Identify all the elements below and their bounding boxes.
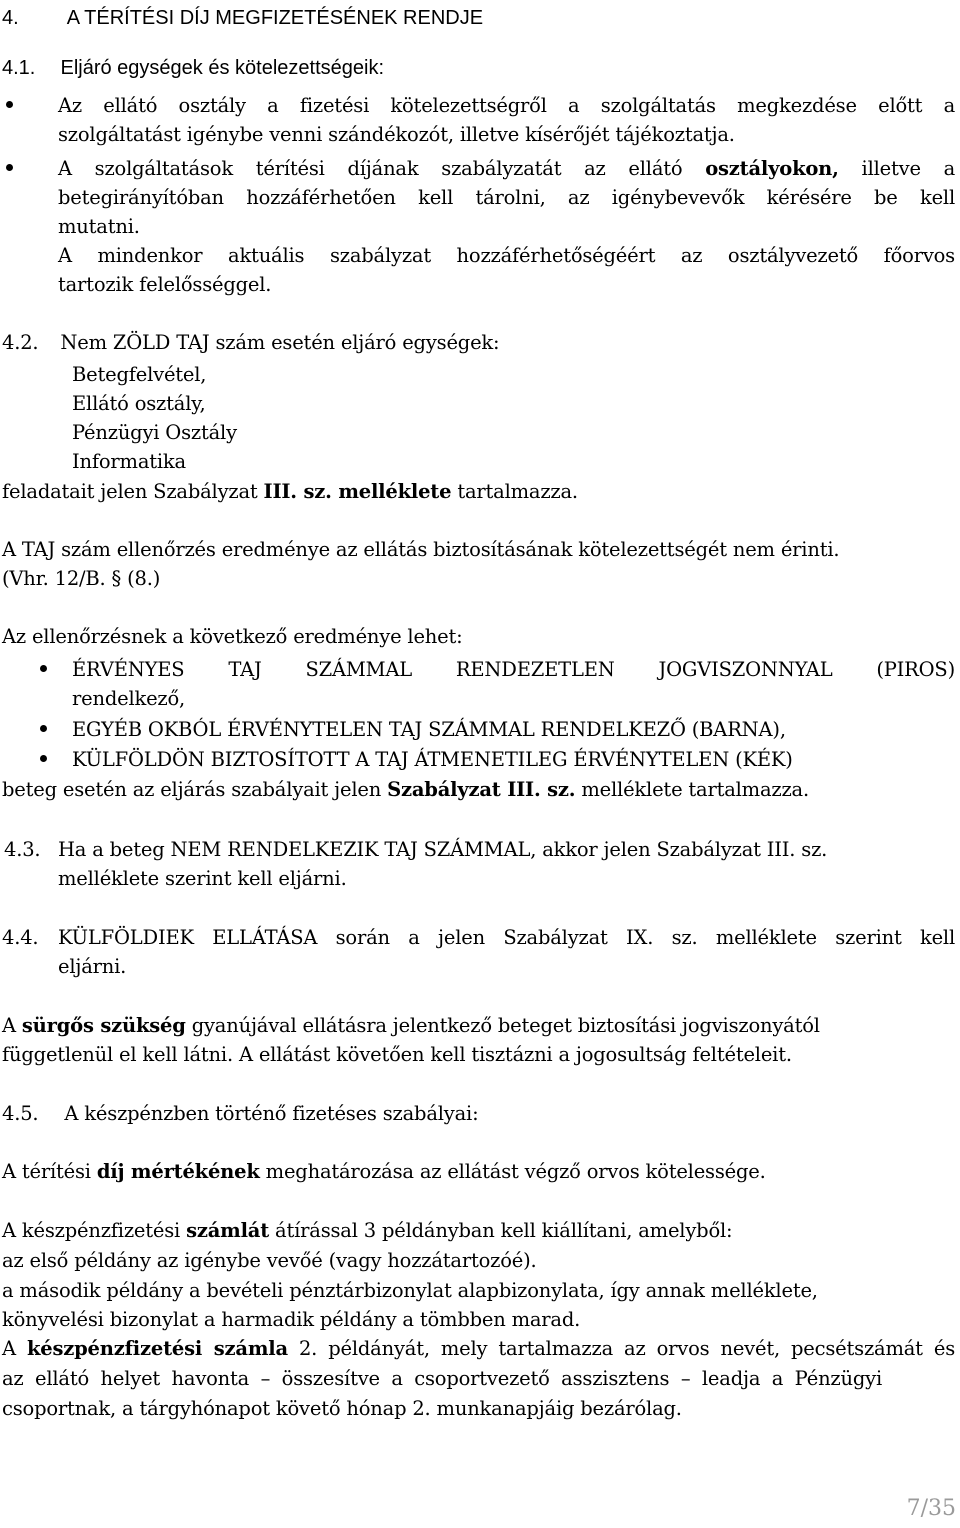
- subsection-4-3-line-2: melléklete szerint kell eljárni.: [58, 867, 347, 890]
- result-intro: Az ellenőrzésnek a következő eredménye lehet:: [2, 625, 463, 648]
- text-span: beteg esetén az eljárás szabályait jelen: [2, 778, 382, 801]
- invoice-line-1: [2, 1216, 732, 1245]
- subsection-number: 4.5.: [2, 1102, 39, 1125]
- bullet-dot: [6, 101, 13, 108]
- unit-item: Informatika: [72, 450, 186, 473]
- bold-text: osztályokon,: [705, 157, 839, 180]
- text-span: A: [2, 1337, 16, 1360]
- bullet-dot: [6, 164, 13, 171]
- taj-line-2: (Vhr. 12/B. § (8.): [2, 567, 161, 590]
- taj-line-1: A TAJ szám ellenőrzés eredménye az ellátás biztosításának kötelezettségét nem érinti.: [2, 538, 840, 561]
- invoice-line-4: könyvelési bizonylat a harmadik példány a tömbben marad.: [2, 1308, 581, 1331]
- invoice-line-2: az első példány az igénybe vevőé (vagy hozzátartozóé).: [2, 1249, 537, 1272]
- subsection-4-1-heading: [2, 54, 384, 83]
- result-item-3: KÜLFÖLDÖN BIZTOSÍTOTT A TAJ ÁTMENETILEG ÉRVÉNYTELEN (KÉK): [72, 748, 793, 771]
- text-span: átírással 3 példányban kell kiállítani, amelyből:: [275, 1219, 733, 1242]
- subsection-4-4-line-1: KÜLFÖLDIEK ELLÁTÁSA során a jelen Szabályzat IX. sz. melléklete szerint kell: [58, 926, 955, 949]
- text-span: A térítési: [2, 1160, 91, 1183]
- subsection-4-2-heading: [2, 328, 499, 357]
- heading-title: A TÉRÍTÉSI DÍJ MEGFIZETÉSÉNEK RENDJE: [66, 7, 484, 29]
- bullet-2-line-2: betegirányítóban hozzáférhetően kell tárolni, az igénybevevők kérésére be kell: [58, 186, 955, 209]
- subsection-4-3-line-1: Ha a beteg NEM RENDELKEZIK TAJ SZÁMMAL, akkor jelen Szabályzat III. sz.: [58, 838, 828, 861]
- heading-number: 4.: [2, 7, 19, 29]
- bold-text: számlát: [186, 1219, 270, 1242]
- subsection-number: 4.1.: [2, 57, 36, 79]
- text-span: melléklete tartalmazza.: [581, 778, 809, 801]
- text-span: feladatait jelen Szabályzat: [2, 480, 258, 503]
- subsection-4-4-line-2: eljárni.: [58, 955, 127, 978]
- text-span: illetve a: [861, 157, 956, 180]
- tasks-line: [2, 477, 578, 506]
- bullet-1-line-1: Az ellátó osztály a fizetési kötelezettségről a szolgáltatás megkezdése előtt a: [58, 94, 955, 117]
- subsection-4-4-number: 4.4.: [2, 926, 39, 949]
- bullet-2-line-3: mutatni.: [58, 215, 140, 238]
- bullet-dot: [40, 755, 47, 762]
- bullet-dot: [40, 725, 47, 732]
- bold-text: készpénzfizetési számla: [26, 1337, 288, 1360]
- text-span: A szolgáltatások térítési díjának szabályzatát az ellátó: [58, 157, 683, 180]
- invoice-line-5: [2, 1334, 955, 1363]
- text-span: A: [2, 1014, 16, 1037]
- result-item-2: EGYÉB OKBÓL ÉRVÉNYTELEN TAJ SZÁMMAL RENDELKEZŐ (BARNA),: [72, 718, 786, 741]
- bullet-2-line-4: A mindenkor aktuális szabályzat hozzáférhetőségéért az osztályvezető főorvos: [58, 244, 955, 267]
- text-span: A készpénzfizetési: [2, 1219, 181, 1242]
- bold-text: Szabályzat III. sz.: [387, 778, 576, 801]
- text-span: tartalmazza.: [457, 480, 578, 503]
- text-span: meghatározása az ellátást végző orvos kötelessége.: [265, 1160, 766, 1183]
- subsection-4-5-heading: [2, 1099, 478, 1128]
- bullet-2-line-5: tartozik felelősséggel.: [58, 273, 272, 296]
- result-item-1-line-2: rendelkező,: [72, 687, 186, 710]
- unit-item: Ellátó osztály,: [72, 392, 206, 415]
- fee-line: [2, 1157, 766, 1186]
- bullet-dot: [40, 665, 47, 672]
- text-span: 2. példányát, mely tartalmazza az orvos nevét, pecsétszámát és: [298, 1337, 956, 1360]
- bold-text: sürgős szükség: [21, 1014, 186, 1037]
- subsection-title: Nem ZÖLD TAJ szám esetén eljáró egységek:: [60, 331, 500, 354]
- subsection-number: 4.2.: [2, 331, 39, 354]
- result-item-1-line-1: ÉRVÉNYES TAJ SZÁMMAL RENDEZETLEN JOGVISZONNYAL (PIROS): [72, 658, 955, 681]
- section-heading: [2, 4, 483, 33]
- subsection-title: A készpénzben történő fizetéses szabályai:: [64, 1102, 479, 1125]
- text-span: gyanújával ellátásra jelentkező beteget biztosítási jogviszonyától: [191, 1014, 820, 1037]
- bullet-2-line-1: [58, 154, 955, 183]
- bold-text: díj mértékének: [96, 1160, 260, 1183]
- unit-item: Pénzügyi Osztály: [72, 421, 237, 444]
- subsection-title: Eljáró egységek és kötelezettségeik:: [60, 57, 384, 79]
- bold-text: III. sz. melléklete: [263, 480, 452, 503]
- result-closing: [2, 775, 809, 804]
- bullet-1-line-2: szolgáltatást igénybe venni szándékozót, illetve kísérőjét tájékoztatja.: [58, 123, 735, 146]
- urgent-line-2: függetlenül el kell látni. A ellátást követően kell tisztázni a jogosultság feltételeit.: [2, 1043, 792, 1066]
- page-number: 7/35: [906, 1496, 956, 1521]
- urgent-line-1: [2, 1011, 820, 1040]
- subsection-4-3-number: 4.3.: [4, 838, 41, 861]
- unit-item: Betegfelvétel,: [72, 363, 207, 386]
- invoice-line-3: a második példány a bevételi pénztárbizonylat alapbizonylata, így annak melléklete,: [2, 1279, 818, 1302]
- invoice-line-6: az ellátó helyet havonta – összesítve a csoportvezető asszisztens – leadja a Pénzügyi: [2, 1367, 882, 1390]
- invoice-line-7: csoportnak, a tárgyhónapot követő hónap 2. munkanapjáig bezárólag.: [2, 1397, 682, 1420]
